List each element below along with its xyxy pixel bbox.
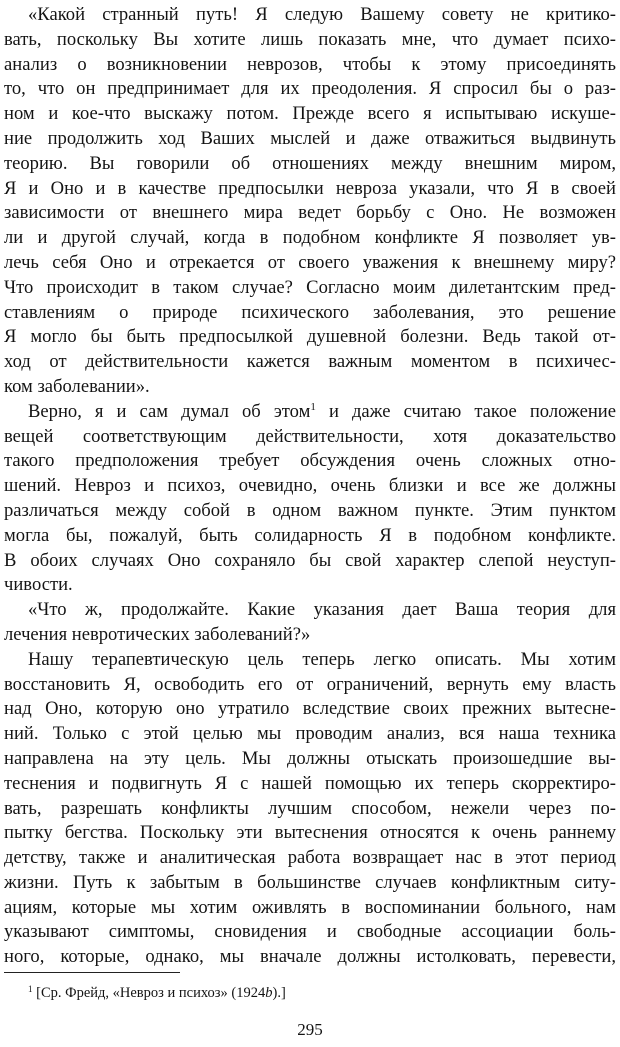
footnote-text: [Ср. Фрейд, «Невроз и психоз» (1924	[36, 985, 266, 1001]
text-line: ний. Только с этой целью мы проводим анализ, вся наша техника	[4, 723, 616, 745]
text-line: чивости.	[4, 574, 73, 596]
text-line: ние продолжить ход Ваших мыслей и даже отважиться выдвинуть	[4, 127, 616, 149]
text-line: теорию. Вы говорили об отношениях между внешним миром,	[4, 152, 616, 174]
text-line: детству, также и аналитическая работа возвращает нас в этот период	[4, 847, 616, 869]
text-line: «Какой странный путь! Я следую Вашему совету не критико-	[28, 4, 616, 25]
text-line: направлена на эту цель. Мы должны отыскать произошедшие вы-	[4, 747, 616, 769]
text-line: ход от действительности кажется важным моментом в психичес-	[4, 351, 616, 373]
text-line: вать, разрешать конфликты лучшим способом, нежели через по-	[4, 797, 616, 819]
text-line: ном и кое-что выскажу потом. Прежде всего я испытываю искуше-	[4, 103, 616, 125]
text-segment: Верно, я и сам думал об этом	[28, 400, 311, 422]
text-line: то, что он предпринимает для их преодоления. Я спросил бы о раз-	[4, 78, 616, 100]
text-line: такого предположения требует обсуждения очень сложных отно-	[4, 450, 616, 472]
body-text	[4, 3, 616, 970]
footnote-marker[interactable]: 1	[310, 400, 316, 413]
text-line: восстановить Я, освободить его от ограничений, вернуть ему власть	[4, 673, 616, 695]
text-line-with-footnote	[4, 400, 616, 425]
text-line: ациям, которые мы хотим оживлять в воспоминании больного, нам	[4, 896, 616, 918]
text-line: Я могло бы быть предпосылкой душевной болезни. Ведь такой от-	[4, 326, 616, 348]
text-line: жизни. Путь к забытым в большинстве случаев конфликтным ситу-	[4, 871, 616, 893]
text-line: пытку бегства. Поскольку эти вытеснения относятся к очень раннему	[4, 822, 616, 844]
text-line: над Оно, которую оно утратило вследствие своих прежних вытесне-	[4, 698, 616, 720]
text-line: Я и Оно и в качестве предпосылки невроза указали, что Я в своей	[4, 177, 616, 199]
text-line: Нашу терапевтическую цель теперь легко описать. Мы хотим	[28, 648, 616, 670]
text-line: ком заболевании».	[4, 375, 150, 397]
text-line: ного, которые, однако, мы вначале должны истолковать, перевести,	[4, 946, 616, 968]
text-line: анализ о возникновении неврозов, чтобы к этому присоединять	[4, 53, 616, 75]
text-line: вать, поскольку Вы хотите лишь показать мне, что думает психо-	[4, 28, 616, 50]
footnote	[28, 983, 286, 1003]
footnote-divider	[4, 972, 180, 973]
text-line: указывают симптомы, сновидения и свободные ассоциации боль-	[4, 921, 616, 943]
text-line: В обоих случаях Оно сохраняло бы свой характер слепой неуступ-	[4, 549, 616, 571]
text-line: могла бы, пожалуй, быть солидарность Я в подобном конфликте.	[4, 524, 616, 546]
footnote-italic: b	[265, 985, 273, 1001]
text-line: Что происходит в таком случае? Согласно моим дилетантским пред-	[4, 276, 616, 298]
page-number: 295	[297, 1020, 323, 1039]
text-line: ставлениям о природе психического заболевания, это решение	[4, 301, 616, 323]
footnote-number: 1	[28, 984, 33, 994]
text-line: «Что ж, продолжайте. Какие указания дает Ваша теория для	[28, 599, 616, 621]
text-line: ли и другой случай, когда в подобном конфликте Я позволяет ув-	[4, 227, 616, 249]
text-line: различаться между собой в одном важном пункте. Этим пунктом	[4, 499, 616, 521]
text-line: шений. Невроз и психоз, очевидно, очень близки и все же должны	[4, 475, 616, 497]
text-segment: и даже считаю такое положение	[315, 400, 616, 422]
text-line: теснения и подвигнуть Я с нашей помощью их теперь скорректиро-	[4, 772, 616, 794]
text-line: лечь себя Оно и отрекается от своего уважения к внешнему миру?	[4, 251, 616, 273]
text-line: зависимости от внешнего мира ведет борьбу с Оно. Не возможен	[4, 202, 616, 224]
footnote-close: ).]	[272, 985, 286, 1001]
text-line: вещей соответствующим действительности, хотя доказательство	[4, 425, 616, 447]
text-line: лечения невротических заболеваний?»	[4, 623, 311, 645]
